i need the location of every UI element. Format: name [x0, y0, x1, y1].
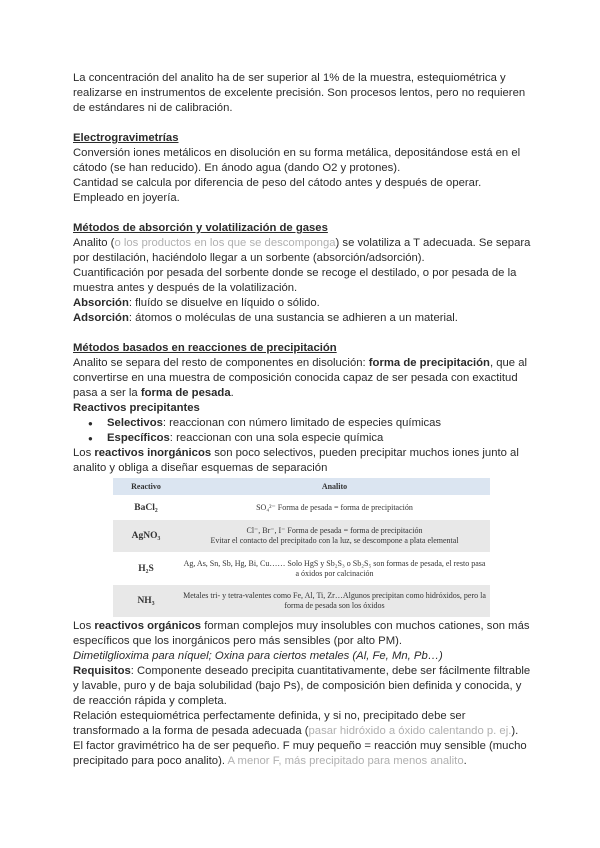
precipitation-paragraph: Analito se separa del resto de componentes en disolución: forma de precipitación, que al convertirse en una muestra de composición conocida capaz de ser pesada con exactitud pasa a ser la forma de pesada.: [73, 357, 528, 399]
table-row: [113, 520, 490, 552]
reagents-table: [113, 478, 490, 617]
table-row: [113, 552, 490, 585]
list-item: ● Específicos: reaccionan con una sola especie química: [73, 431, 533, 446]
analyte-cell: Ag, As, Sn, Sb, Hg, Bi, Cu…… Solo HgS y Sb₂S₃ o Sb₂S₅ son formas de pesada, el resto pasa a óxidos por calcinación: [183, 558, 486, 578]
reagent-cell: AgNO₃: [113, 520, 179, 552]
document-body: [73, 71, 533, 769]
reagent-cell: NH₃: [113, 585, 179, 617]
gray-note: A menor F, más precipitado para menos analito: [227, 755, 464, 767]
table-header-analyte: Analito: [179, 478, 490, 495]
stoichiometry-paragraph: Relación estequiométrica perfectamente definida, y si no, precipitado debe ser transformado a la forma de pesada adecuada (pasar hidróxido a óxido calentando p. ej.).: [73, 710, 519, 737]
table-header-reagent: Reactivo: [113, 478, 179, 495]
absorption-term: Absorción: [73, 297, 129, 309]
electrogravimetry-heading: Electrogravimetrías: [73, 132, 179, 144]
analyte-cell: SO₄²⁻ Forma de pesada = forma de precipitación: [256, 502, 413, 512]
gravimetric-factor-paragraph: El factor gravimétrico ha de ser pequeño. F muy pequeño = reacción muy sensible (mucho precipitado para poco analito). A menor F, más precipitado para menos analito.: [73, 740, 527, 767]
electro-paragraph-1: Conversión iones metálicos en disolución en su forma metálica, depositándose está en el cátodo (se han reducido). En ánodo agua (dando O2 y protones).: [73, 147, 521, 174]
organic-reagents-paragraph: Los reactivos orgánicos forman complejos muy insolubles con muchos cationes, son más específicos que los inorgánicos pero más sensibles (por alto PM).: [73, 620, 530, 647]
analyte-cell: Cl⁻, Br⁻, I⁻ Forma de pesada = forma de precipitación Evitar el contacto del precipitado con la luz, se descompone a plata elemental: [179, 520, 490, 552]
requirements-paragraph: Requisitos: Componente deseado precipita cuantitativamente, debe ser fácilmente filtrable y lavable, puro y de baja solubilidad (bajo Ps), de composición bien definida y conocida, y de reacción rápida y completa.: [73, 665, 531, 707]
electro-paragraph-3: Empleado en joyería.: [73, 192, 180, 204]
adsorption-term: Adsorción: [73, 312, 129, 324]
gray-note: o los productos en los que se descomponga: [114, 237, 336, 249]
reagent-type-list: [73, 416, 533, 446]
absorption-paragraph-1: Analito (o los productos en los que se descomponga) se volatiliza a T adecuada. Se separa por destilación, haciéndolo llegar a un sorbente (absorción/adsorción).: [73, 237, 531, 264]
table-header-row: [113, 478, 490, 495]
inorganic-reagents-paragraph: Los reactivos inorgánicos son poco selectivos, pueden precipitar muchos iones junto al analito y obliga a diseñar esquemas de separación: [73, 447, 519, 474]
absorption-paragraph-2: Cuantificación por pesada del sorbente donde se recoge el destilado, o por pesada de la muestra antes y después de la volatilización.: [73, 267, 517, 294]
table-row: [113, 495, 490, 520]
adsorption-definition: Adsorción: átomos o moléculas de una sustancia se adhieren a un material.: [73, 312, 458, 324]
reagent-cell: H₂S: [138, 563, 154, 574]
list-item: ● Selectivos: reaccionan con número limitado de especies químicas: [73, 416, 533, 431]
analyte-cell: Metales tri- y tetra-valentes como Fe, Al, Ti, Zr…Algunos precipitan como hidróxidos, pero la forma de pesada son los óxidos: [179, 585, 490, 617]
precipitation-heading: Métodos basados en reacciones de precipitación: [73, 342, 337, 354]
electro-paragraph-2: Cantidad se calcula por diferencia de peso del cátodo antes y después de operar.: [73, 177, 482, 189]
requirements-term: Requisitos: [73, 665, 131, 677]
table-row: [113, 585, 490, 617]
intro-paragraph: La concentración del analito ha de ser superior al 1% de la muestra, estequiométrica y realizarse en instrumentos de excelente precisión. Son procesos lentos, pero no requieren de estándares ni de calibración.: [73, 72, 526, 114]
absorption-definition: Absorción: fluído se disuelve en líquido o sólido.: [73, 297, 320, 309]
reagent-cell: BaCl₂: [134, 502, 158, 513]
precipitating-reagents-title: Reactivos precipitantes: [73, 402, 200, 414]
organic-examples: Dimetilglioxima para níquel; Oxina para ciertos metales (Al, Fe, Mn, Pb…): [73, 650, 443, 662]
gray-note: pasar hidróxido a óxido calentando p. ej.: [308, 725, 512, 737]
absorption-heading: Métodos de absorción y volatilización de gases: [73, 222, 328, 234]
